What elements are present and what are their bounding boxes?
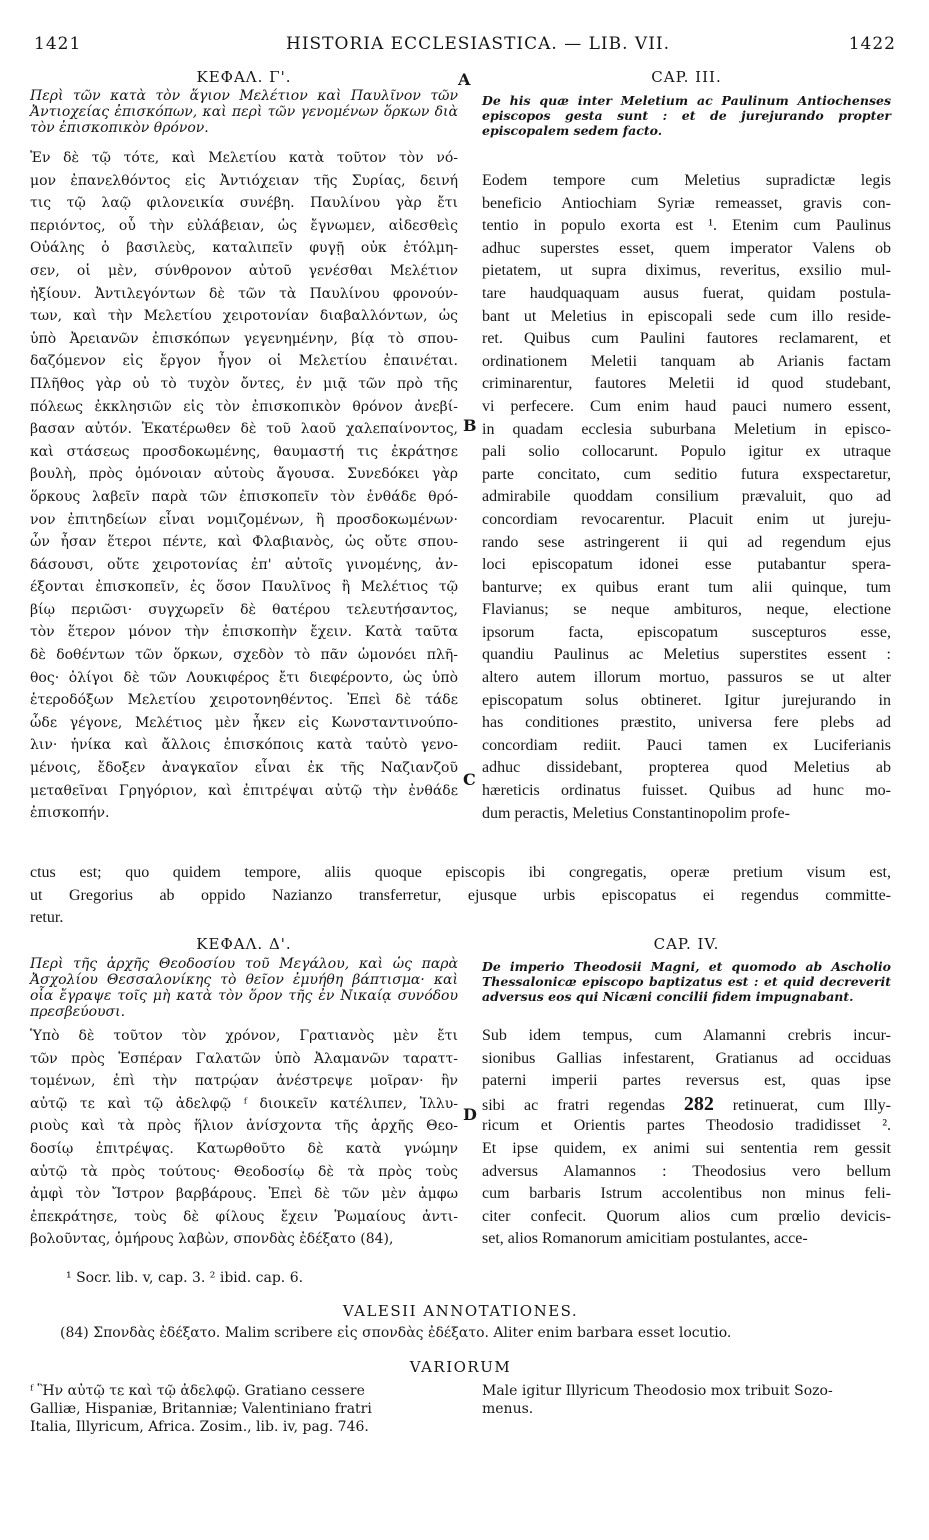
text-line: τῶν πρὸς Ἑσπέραν Γαλατῶν ὑπὸ Ἀλαμανῶν ταραττ-	[30, 1050, 458, 1067]
page-number-left: 1421	[34, 34, 82, 54]
text-line: quandiu Paulinus ac Meletius superstites essent :	[482, 646, 891, 664]
greek-chapter-3-text	[30, 147, 458, 825]
text-line: Sub idem tempus, cum Alamanni crebris incur-	[482, 1027, 891, 1044]
text-line: ὧδε γέγονε, Μελέτιος μὲν ἧκεν εἰς Κωνσταντινούπο-	[30, 714, 458, 731]
greek-chapter-3-heading: ΚΕΦΑΛ. Γ'.	[196, 68, 292, 86]
text-line: πόλεως ἐκκλησιῶν εἰς τὸν ἐπισκοπικὸν θρόνον ἀνεβί-	[30, 398, 458, 415]
text-line: cum barbaris Istrum accolentibus non minus feli-	[482, 1185, 891, 1203]
text-line: Galliæ, Hispaniæ, Britanniæ; Valentiniano fratri	[30, 1401, 372, 1417]
margin-marker-c: C	[463, 770, 476, 789]
latin-chapter-4-heading: CAP. IV.	[653, 935, 720, 953]
text-line: δάσουσι, οὔτε χειροτονίας ἐπ' αὐτοῖς γινομένης, ἀν-	[30, 556, 458, 573]
text-line: Ὑπὸ δὲ τοῦτον τὸν χρόνον, Γρατιανὸς μὲν ἔτι	[30, 1028, 458, 1044]
text-line: βολοῦντας, ὁμήρους λαβὼν, σπονδὰς ἐδέξατο (84),	[30, 1231, 394, 1248]
text-fragment: retinuerat, cum Illy-	[713, 1096, 891, 1114]
text-line: μεταθεῖναι Γρηγόριον, καὶ ἐπιτρέψαι αὐτῷ τὴν ἐνθάδε	[30, 782, 458, 799]
text-line: parte concitato, cum seditio futura exspectaretur,	[482, 465, 891, 483]
text-line: beneficio Antiochiam Syriæ remeasset, gravis con-	[482, 194, 891, 212]
text-line: tare haudquaquam ausus fuerat, quidam postula-	[482, 284, 891, 302]
text-line: concordiam revocarentur. Placuit enim ut jureju-	[482, 510, 891, 528]
text-line: ἠξίουν. Ἀντιλεγόντων δὲ τῶν τὰ Παυλίνου φρονούν-	[30, 285, 458, 302]
text-line: βίῳ περιῶσι· συγχωρεῖν δὲ θατέρου τελευτήσαντος,	[30, 601, 458, 618]
latin-chapter-3-title: De his quæ inter Meletium ac Paulinum Antiochenses episcopos gesta sunt : et de jurejurando propter episcopalem sedem facto.	[482, 93, 891, 138]
latin-chapter-4-title: De imperio Theodosii Magni, et quomodo ab Ascholio Thessalonicæ episcopo baptizatus est : et quid decreverit adversus eos qui Nicæni concilii fidem impugnabant.	[482, 959, 891, 1004]
text-line: τις τῷ λαῷ φιλονεικία συνέβη. Παυλίνου γὰρ ἔτι	[30, 195, 458, 212]
text-line: pali solio collocarunt. Populo igitur ex utraque	[482, 443, 891, 461]
text-line: Italia, Illyricum, Africa. Zosim., lib. iv, pag. 746.	[30, 1419, 369, 1435]
text-line: adhuc superstes esset, quem imperator Valens ob	[482, 239, 891, 257]
text-line: paterni imperii partes reversus est, quas ipse	[482, 1072, 891, 1090]
latin-chapter-3-heading: CAP. III.	[651, 68, 722, 86]
text-line: ordinationem Meletii tanquam ab Arianis factam	[482, 352, 891, 370]
text-line: θος· ὀλίγοι δὲ τῶν Λουκιφέρος ἔτι διεφέροντο, ὡς ὑπὸ	[30, 669, 458, 686]
text-line: has conditiones præstito, universa fere plebs ad	[482, 714, 891, 732]
text-line: μον ἐπανελθόντος εἰς Ἀντιόχειαν τῆς Συρίας, δεινή	[30, 172, 458, 189]
page-number-right: 1422	[848, 34, 896, 54]
text-line: episcopatum solus obtineret. Igitur jurejurando in	[482, 691, 891, 709]
text-line: ὑπὸ Ἀρειανῶν ἐπισκόπων γεγενημένην, βίᾳ τὸ σπου-	[30, 330, 458, 347]
margin-marker-a: A	[458, 70, 471, 89]
variorum-note-left	[30, 1382, 460, 1436]
text-line: ριοὺς καὶ τὰ πρὸς ἥλιον ἀνίσχοντα τῆς ἀρχῆς Θεο-	[30, 1118, 458, 1135]
text-line: ἑτεροδόξων Μελετίου χειροτονηθέντος. Ἐπεὶ δὲ τάδε	[30, 692, 458, 709]
text-line: ὧν ἦσαν ἕτεροι πέντε, καὶ Φλαβιανὸς, ὡς οὔτε σπου-	[30, 534, 458, 551]
margin-marker-b: B	[463, 416, 477, 435]
text-line: admirabile quoddam consilium prævaluit, quo ad	[482, 488, 891, 506]
text-line: ctus est; quo quidem tempore, aliis quoque episcopis ibi congregatis, operæ pretium visum est,	[30, 864, 891, 881]
text-line: ἐπεκράτησε, τοὺς δὲ φίλους ἔχειν Ῥωμαίους ἀντι-	[30, 1208, 458, 1225]
text-line	[482, 1093, 891, 1116]
text-line: βουλὴ, πρὸς ὁμόνοιαν αὐτοὺς ἄγουσα. Συνεδόκει γὰρ	[30, 466, 458, 483]
greek-chapter-4-heading: ΚΕΦΑΛ. Δ'.	[196, 935, 292, 953]
running-title: HISTORIA ECCLESIASTICA. — LIB. VII.	[286, 34, 671, 54]
text-line: ipsorum facta, episcopatum suscepturos esse,	[482, 623, 891, 641]
text-line: νον ἐπιτηδείων εἶναι νομιζομένων, ἢ προσδοκωμένων·	[30, 511, 458, 528]
text-line: τομένων, ἐπὶ τὴν πατρῴαν ἀνέστρεψε μοῖραν· ἣν	[30, 1073, 458, 1090]
text-line: dum peractis, Meletius Constantinopolim profe-	[482, 804, 790, 822]
greek-chapter-4-text	[30, 1025, 458, 1251]
text-line: των, καὶ τὴν Μελετίου χειροτονίαν διαβαλλόντων, ὡς	[30, 308, 458, 325]
text-line: αὐτῷ τε καὶ τῷ ἀδελφῷ ᶠ διοικεῖν κατέλιπεν, Ἰλλυ-	[30, 1095, 458, 1112]
variorum-note-right	[482, 1382, 891, 1418]
valesii-annotation-84: (84) Σπονδὰς ἐδέξατο. Malim scribere εἰς σπονδὰς ἐδέξατο. Aliter enim barbara esset locutio.	[60, 1325, 732, 1341]
text-line: hæreticis ordinatus fuisset. Quibus ad hunc mo-	[482, 782, 891, 800]
text-line: concordiam rediit. Pauci tamen ex Luciferianis	[482, 736, 891, 754]
variorum-heading: VARIORUM	[409, 1358, 512, 1376]
text-line: δαζόμενον εἰς ἔργον ἦγον οἱ Μελετίου ἐπαινέται.	[30, 353, 458, 370]
text-line: καὶ στάσεως προσδοκωμένης, θαυμαστή τις ἐκράτησε	[30, 443, 458, 460]
running-header	[34, 34, 896, 60]
text-line: Οὐάλης ὁ βασιλεὺς, καταλιπεῖν φυγῇ οὐκ ἐτόλμη-	[30, 240, 458, 257]
text-line: retur.	[30, 909, 64, 927]
text-line: altero autem illorum mortuo, passuros se ut alter	[482, 669, 891, 687]
text-line: criminarentur, fautores Meletii id quod studebant,	[482, 375, 891, 393]
text-line: ἀμφὶ τὸν Ἴστρον βαρβάρους. Ἐπεὶ δὲ τῶν μὲν ἀμφω	[30, 1186, 458, 1203]
text-fragment: sibi ac fratri regendas	[482, 1096, 684, 1114]
text-line: Ἐν δὲ τῷ τότε, καὶ Μελετίου κατὰ τοῦτον τὸν νό-	[30, 150, 458, 166]
text-line: ἐπισκοπήν.	[30, 805, 110, 822]
footnotes: ¹ Socr. lib. v, cap. 3. ² ibid. cap. 6.	[66, 1270, 304, 1286]
text-line: έξονται ἐπισκοπεῖν, ἐς ὅσον Παυλῖνος ἢ Μελέτιος τῷ	[30, 579, 458, 596]
text-line: loci episcopatum idonei esse putabantur spera-	[482, 556, 891, 574]
text-line: ricum et Orientis partes Theodosio tradidisset ².	[482, 1117, 891, 1135]
text-line: Πλῆθος γὰρ οὐ τὸ τυχὸν ὄντες, ἐν μιᾷ τῶν πρὸ τῆς	[30, 375, 458, 392]
text-line: ret. Quibus cum Paulini fautores reclamarent, et	[482, 330, 891, 348]
text-line: ᶠ Ἣν αὐτῷ τε καὶ τῷ ἀδελφῷ. Gratiano cessere	[30, 1383, 365, 1399]
text-line: Flavianus; se neque ambituros, neque, electione	[482, 601, 891, 619]
text-line: ut Gregorius ab oppido Nazianzo transferretur, ejusque urbis episcopatus ei regendus committe-	[30, 886, 891, 904]
text-line: δὲ δοθέντων τῶν ὅρκων, σχεδὸν τὸ πᾶν ὡμονόει πλῆ-	[30, 647, 458, 664]
text-line: τὸν ἕτερον μόνον τὴν ἐπισκοπὴν ἔχειν. Κατὰ ταῦτα	[30, 624, 458, 641]
text-line: pietatem, ut supra diximus, reveritus, exsilio mul-	[482, 262, 891, 280]
text-line: tentio in populo exorta est ¹. Etenim cum Paulinus	[482, 217, 891, 235]
text-line: σεν, οἱ μὲν, σύνθρονον αὐτοῦ γενέσθαι Μελέτιον	[30, 262, 458, 279]
text-line: ὅρκους λαβεῖν παρὰ τῶν ἐπισκοπεῖν τὸν ἐνθάδε θρό-	[30, 488, 458, 505]
text-line: citer confecit. Quorum alios cum prœlio devicis-	[482, 1207, 891, 1225]
text-line: δοσίῳ ἐπιτρέψας. Κατωρθοῦτο δὲ κατὰ γνώμην	[30, 1140, 458, 1157]
text-line: adversus Alamannos : Theodosius vero bellum	[482, 1162, 891, 1180]
latin-full-width-continuation	[30, 862, 891, 930]
column-number: 282	[683, 1092, 714, 1115]
text-line: bant ut Meletius in episcopali sede cum illo reside-	[482, 307, 891, 325]
text-line: Eodem tempore cum Meletius supradictæ legis	[482, 172, 891, 189]
text-line: vi perfecere. Cum enim haud pauci numero essent,	[482, 397, 891, 415]
latin-chapter-4-text	[482, 1025, 891, 1251]
text-line: αὐτῷ τὰ πρὸς τούτους· Θεοδοσίῳ δὲ τὰ πρὸς τοὺς	[30, 1163, 458, 1180]
text-line: menus.	[482, 1401, 534, 1417]
latin-chapter-3-text	[482, 170, 891, 825]
text-line: μένοις, ἔδοξεν ἀναγκαῖον εἶναι ἐκ τῆς Ναζιανζοῦ	[30, 760, 458, 777]
valesii-heading: VALESII ANNOTATIONES.	[342, 1302, 579, 1320]
greek-chapter-4-title: Περὶ τῆς ἀρχῆς Θεοδοσίου τοῦ Μεγάλου, καὶ ὡς παρὰ Ἀσχολίου Θεσσαλονίκης τὸ θεῖον ἐμυήθη βάπτισμα· καὶ οἷα ἔγραψε τοῖς μὴ κατὰ τὸν ὅρον τῆς ἐν Νικαίᾳ συνόδου πρεσβεύουσι.	[30, 956, 458, 1020]
text-line: banturve; ex quibus erant tum alii quinque, tum	[482, 578, 891, 596]
text-line: sionibus Gallias infestarent, Gratianus ad occiduas	[482, 1049, 891, 1067]
text-line: Et ipse quidem, ex animi sui sententia rem gessit	[482, 1139, 891, 1157]
text-line: in quadam ecclesia suburbana Meletium in episco-	[482, 420, 891, 438]
text-line: περιόντος, οὗ τὴν εὐλάβειαν, ὡς ἔγνωμεν, αἰδεσθεὶς	[30, 217, 458, 234]
text-line: adhuc dissidebant, propterea quod Meletius ab	[482, 759, 891, 777]
text-line: rando sese astringerent ii qui ad regendum ejus	[482, 533, 891, 551]
text-line: βασαν αὐτόν. Ἑκατέρωθεν δὲ τοῦ λαοῦ χαλεπαίνοντος,	[30, 421, 458, 438]
text-line: Male igitur Illyricum Theodosio mox tribuit Sozo-	[482, 1383, 833, 1399]
text-line: set, alios Romanorum amicitiam postulantes, acce-	[482, 1230, 808, 1248]
margin-marker-d: D	[463, 1105, 477, 1124]
text-line: λιν· ἡνίκα καὶ ἄλλοις ἐπισκόποις κατὰ ταὐτὸ γενο-	[30, 737, 458, 754]
greek-chapter-3-title: Περὶ τῶν κατὰ τὸν ἅγιον Μελέτιον καὶ Παυλῖνον τῶν Ἀντιοχείας ἐπισκόπων, καὶ περὶ τῶν γενομένων ὅρκων διὰ τὸν ἐπισκοπικὸν θρόνον.	[30, 88, 458, 136]
